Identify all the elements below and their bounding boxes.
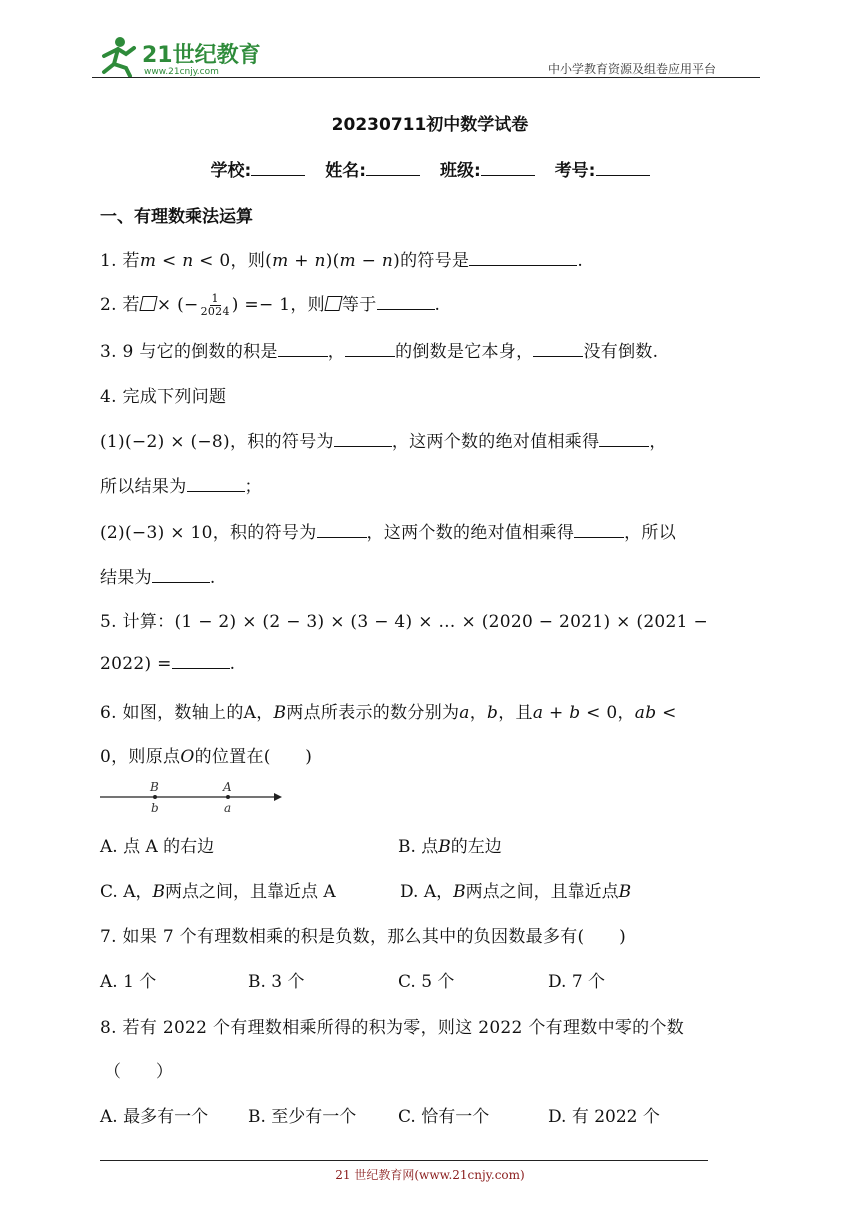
question-4-part-2-cont: 结果为 . (100, 568, 216, 588)
point-a (226, 795, 230, 799)
site-logo (92, 34, 262, 78)
question-8: 8. 若有 2022 个有理数相乘所得的积为零，则这 2022 个有理数中零的个数 (100, 1018, 685, 1038)
exam-number-label: 考号: (554, 161, 596, 181)
label-a-top: A (223, 780, 232, 794)
answer-blank (533, 341, 583, 357)
name-label: 姓名: (325, 161, 367, 181)
answer-blank (574, 522, 624, 538)
q8-option-b: B. 至少有一个 (248, 1107, 357, 1127)
q6-option-a: A. 点 A 的右边 (100, 837, 215, 857)
question-6-cont: 0，则原点𝑂的位置在( ) (100, 747, 313, 767)
q7-option-a: A. 1 个 (100, 972, 157, 992)
label-b-bottom: b (151, 801, 159, 815)
q6-option-d: D. A，𝐵两点之间，且靠近点𝐵 (400, 882, 632, 902)
box-placeholder-icon (139, 296, 157, 311)
svg-text:21世纪教育: 21世纪教育 (142, 43, 261, 68)
question-4: 4. 完成下列问题 (100, 387, 227, 407)
answer-blank (172, 653, 230, 669)
label-b-top: B (150, 780, 159, 794)
answer-blank (278, 341, 328, 357)
svg-text:www.21cnjy.com: www.21cnjy.com (144, 67, 219, 77)
exam-number-blank (596, 161, 650, 176)
fraction: $\frac{1}{2024}$ (200, 292, 230, 318)
question-5-cont: 2022) = . (100, 654, 236, 674)
q7-option-d: D. 7 个 (548, 972, 606, 992)
answer-blank (599, 431, 649, 447)
class-label: 班级: (439, 161, 481, 181)
name-blank (366, 161, 420, 176)
question-7: 7. 如果 7 个有理数相乘的积是负数，那么其中的负因数最多有( ) (100, 927, 627, 947)
answer-blank (317, 522, 367, 538)
answer-blank (469, 250, 577, 266)
answer-blank (377, 294, 435, 310)
answer-blank (334, 431, 392, 447)
axis-arrow-icon (274, 793, 282, 801)
q6-option-b: B. 点𝐵的左边 (398, 837, 502, 857)
footer-divider (100, 1160, 708, 1161)
question-8-cont: （ ） (104, 1062, 174, 1082)
question-3: 3. 9 与它的倒数的积是 ， 的倒数是它本身， 没有倒数. (100, 342, 659, 362)
student-info-row (0, 156, 860, 181)
class-blank (481, 161, 535, 176)
question-5: 5. 计算：(1 − 2) × (2 − 3) × (3 − 4) × … × (2020 − 2021) × (2021 − (100, 612, 709, 632)
q6-option-c: C. A，𝐵两点之间，且靠近点 A (100, 882, 336, 902)
page-title: 20230711初中数学试卷 (331, 115, 529, 135)
answer-blank (345, 341, 395, 357)
q7-option-b: B. 3 个 (248, 972, 305, 992)
number-line-figure (98, 778, 283, 818)
school-label: 学校: (210, 161, 252, 181)
question-6: 6. 如图，数轴上的A，𝐵两点所表示的数分别为𝑎，𝑏，且𝑎 + 𝑏 < 0，𝑎𝑏 < (100, 703, 677, 723)
question-4-part-1-cont: 所以结果为 ； (100, 477, 262, 497)
school-blank (251, 161, 305, 176)
question-4-part-2: (2)(−3) × 10，积的符号为 ，这两个数的绝对值相乘得 ，所以 (100, 523, 677, 543)
question-1: 1. 若𝑚 < 𝑛 < 0，则(𝑚 + 𝑛)(𝑚 − 𝑛)的符号是 . (100, 251, 584, 271)
platform-name: 中小学教育资源及组卷应用平台 (548, 62, 717, 76)
section-heading: 一、有理数乘法运算 (100, 207, 253, 227)
answer-blank (152, 567, 210, 583)
box-placeholder-icon (324, 296, 342, 311)
label-a-bottom: a (224, 801, 232, 815)
question-4-part-1: (1)(−2) × (−8)，积的符号为 ，这两个数的绝对值相乘得 ， (100, 432, 667, 452)
header-divider (92, 77, 760, 78)
question-2: 2. 若 × (− $\frac{1}{2024}$ ) =− 1，则 等于 . (100, 292, 441, 318)
answer-blank (187, 476, 245, 492)
q8-option-a: A. 最多有一个 (100, 1107, 209, 1127)
q8-option-c: C. 恰有一个 (398, 1107, 490, 1127)
q8-option-d: D. 有 2022 个 (548, 1107, 660, 1127)
runner-logo-icon (92, 34, 262, 78)
point-b (153, 795, 157, 799)
q7-option-c: C. 5 个 (398, 972, 455, 992)
footer-text: 21 世纪教育网(www.21cnjy.com) (335, 1168, 525, 1182)
